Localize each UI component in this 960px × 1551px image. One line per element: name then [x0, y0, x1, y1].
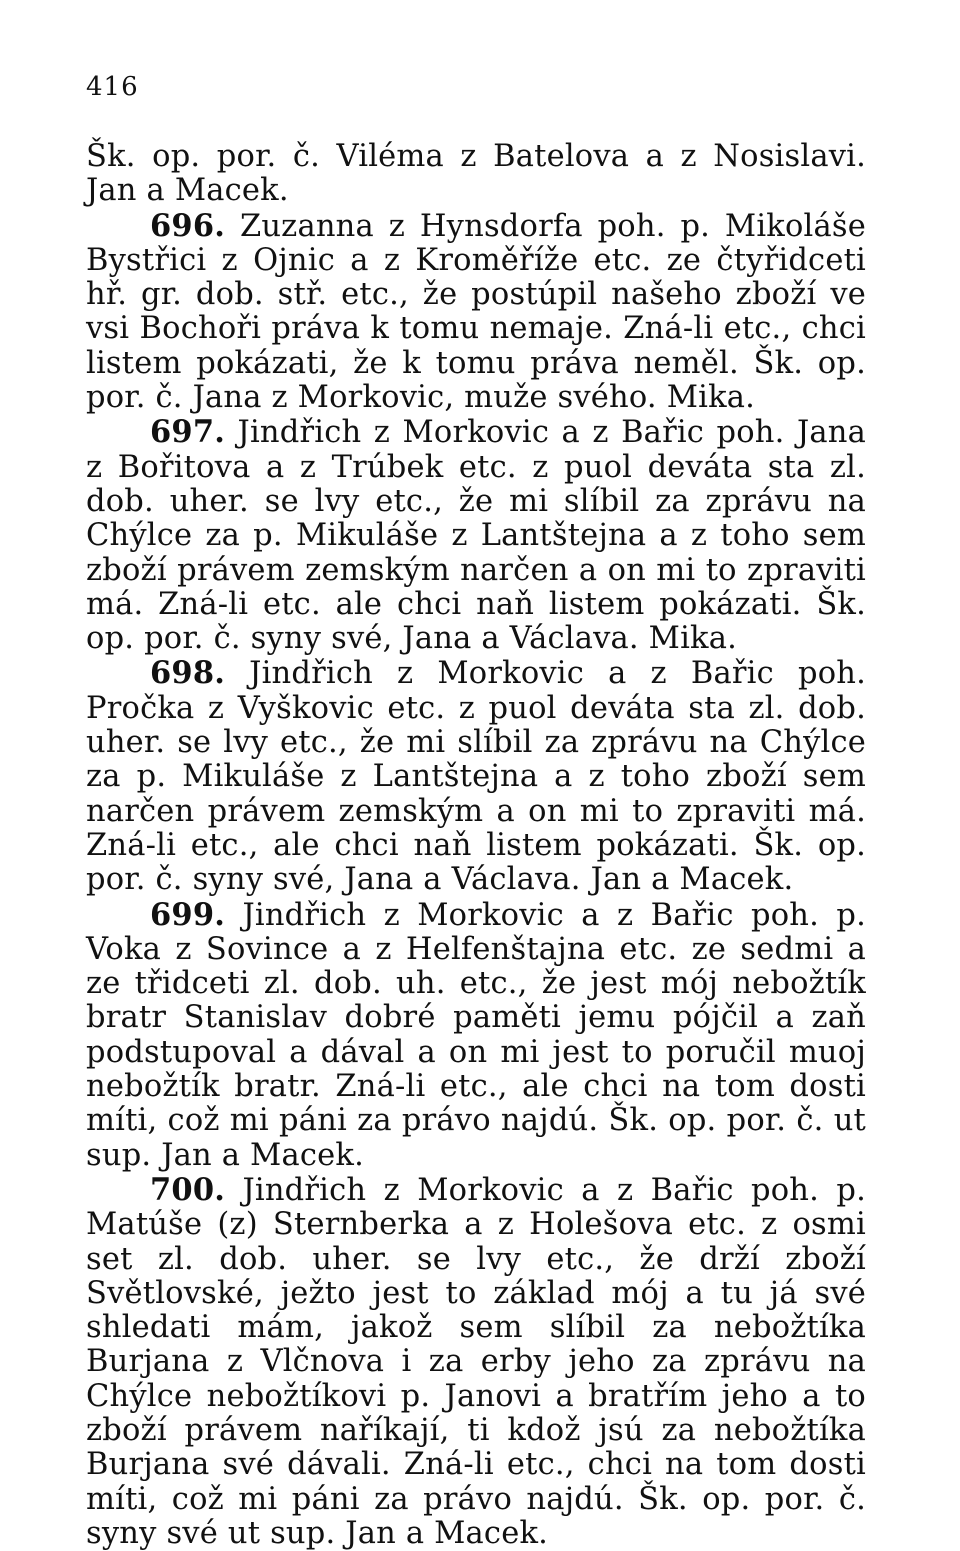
main-text: [86, 140, 866, 1551]
entry-number: 697.: [150, 414, 226, 451]
entry-text: Zuzanna z Hynsdorfa poh. p. Mikoláše Bystřici z Ojnic a z Kroměříže etc. ze čtyřidceti hř. gr. dob. stř. etc., že postúpil našeho zboží ve vsi Bochoři práva k tomu nemaje. Zná-li etc., chci listem pokázati, že k tomu práva neměl. Šk. op. por. č. Jana z Morkovic, muže svého. Mika.: [86, 208, 866, 416]
entry-698: [86, 656, 866, 897]
entry-text: Jindřich z Morkovic a z Bařic poh. p. Voka z Sovince a z Helfenštajna etc. ze sedmi a ze třidceti zl. dob. uh. etc., že jest mój nebožtík bratr Stanislav dobré paměti jemu pójčil a zaň podstupoval a dával a on mi jest to poručil muoj nebožtík bratr. Zná-li etc., ale chci na tom dosti míti, což mi páni za právo najdú. Šk. op. por. č. ut sup. Jan a Macek.: [86, 897, 866, 1173]
entry-697: [86, 415, 866, 656]
entry-696: [86, 209, 866, 416]
entry-700: [86, 1173, 866, 1551]
entry-text: Jindřich z Morkovic a z Bařic poh. p. Matúše (z) Sternberka a z Holešova etc. z osmi set zl. dob. uher. se lvy etc., že drží zboží Světlovské, ježto jest to základ mój a tu já své shledati mám, jakož sem slíbil za nebožtíka Burjana z Vlčnova i za erby jeho za zprávu na Chýlce nebožtíkovi p. Janovi a bratřím jeho a to zboží právem naříkají, ti kdož jsú za nebožtíka Burjana své dávali. Zná-li etc., chci na tom dosti míti, což mi páni za právo najdú. Šk. op. por. č. syny své ut sup. Jan a Macek.: [86, 1172, 866, 1551]
entry-number: 696.: [150, 207, 226, 244]
entry-699: [86, 898, 866, 1173]
entry-number: 698.: [150, 655, 226, 692]
entry-text: Jindřich z Morkovic a z Bařic poh. Pročka z Vyškovic etc. z puol deváta sta zl. dob. uher. se lvy etc., že mi slíbil za zprávu na Chýlce za p. Mikuláše z Lantštejna a z toho zboží sem narčen právem zemským a on mi to zpraviti má. Zná-li etc., ale chci naň listem pokázati. Šk. op. por. č. syny své, Jana a Václava. Jan a Macek.: [86, 656, 866, 898]
entry-text: Jindřich z Morkovic a z Bařic poh. Jana z Bořitova a z Trúbek etc. z puol deváta sta zl. dob. uher. se lvy etc., že mi slíbil za zprávu na Chýlce za p. Mikuláše z Lantštejna a z toho sem zboží právem zemským narčen a on mi to zpraviti má. Zná-li etc. ale chci naň listem pokázati. Šk. op. por. č. syny své, Jana a Václava. Mika.: [86, 415, 866, 657]
entry-number: 700.: [150, 1171, 226, 1208]
intro-paragraph: Šk. op. por. č. Viléma z Batelova a z Nosislavi. Jan a Macek.: [86, 139, 866, 209]
entry-number: 699.: [150, 896, 226, 933]
page-number: 416: [86, 72, 139, 102]
